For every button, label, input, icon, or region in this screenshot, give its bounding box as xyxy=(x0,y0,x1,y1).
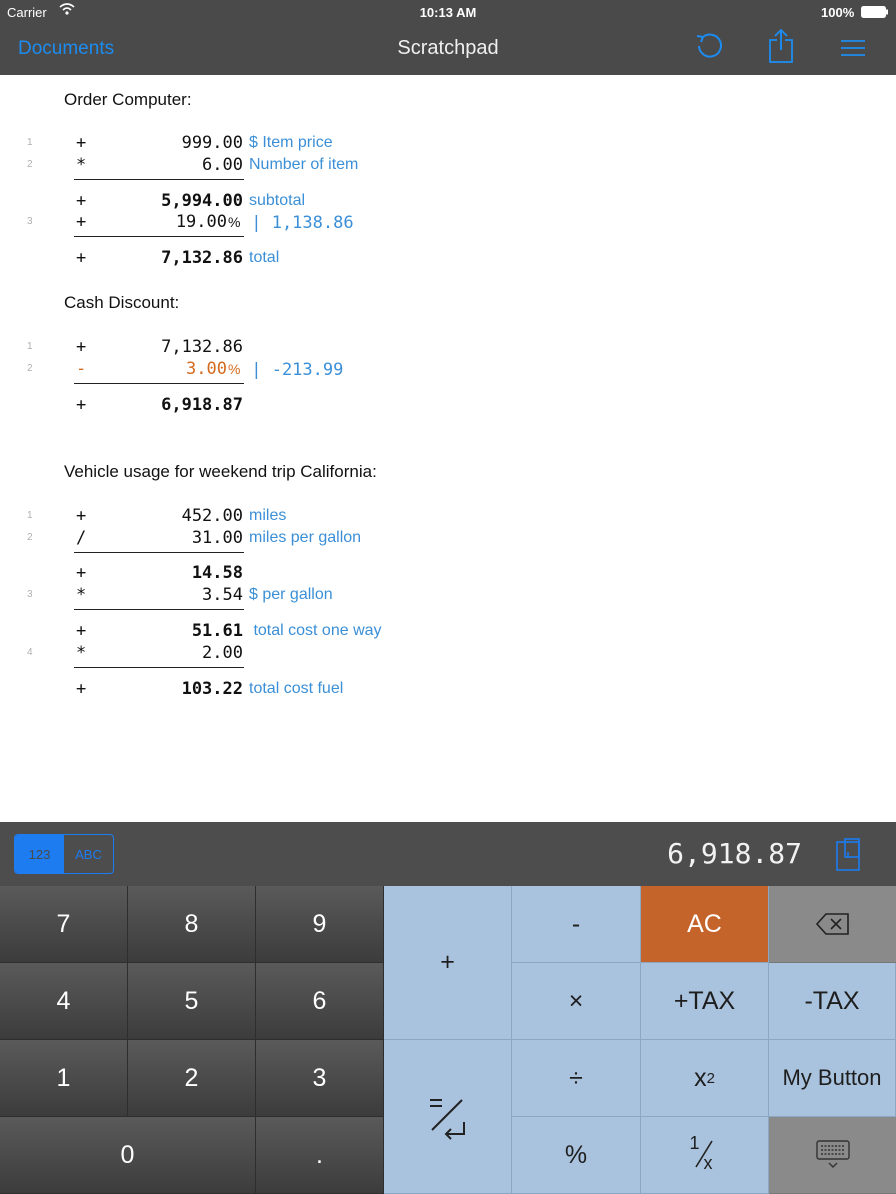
row-value: 51.61 xyxy=(191,621,243,641)
square-label: x xyxy=(694,1063,707,1092)
line-number: 1 xyxy=(27,510,33,521)
operator: - xyxy=(76,359,87,379)
operator: + xyxy=(76,679,87,699)
key-minus-tax[interactable]: -TAX xyxy=(769,963,896,1040)
key-square[interactable] xyxy=(641,1040,769,1117)
sum-divider xyxy=(74,236,244,237)
row-note: total cost fuel xyxy=(249,680,344,697)
reciprocal-icon xyxy=(689,1133,720,1173)
row-value: 19.00 xyxy=(175,212,227,232)
reciprocal-numerator: 1 xyxy=(689,1133,700,1153)
row-note: miles per gallon xyxy=(249,529,362,546)
row-value: 6.00 xyxy=(202,155,243,175)
row-note: total xyxy=(249,249,280,266)
calc-row[interactable] xyxy=(0,359,896,381)
operator: + xyxy=(76,191,87,211)
key-4[interactable]: 4 xyxy=(0,963,128,1040)
key-plus[interactable]: + xyxy=(384,886,512,1040)
battery-icon xyxy=(861,6,889,21)
key-3[interactable]: 3 xyxy=(256,1040,384,1117)
carrier-label: Carrier xyxy=(7,5,47,20)
backspace-icon xyxy=(816,912,850,936)
share-icon[interactable] xyxy=(766,28,796,69)
key-reciprocal[interactable] xyxy=(641,1117,769,1194)
section-title-order: Order Computer: xyxy=(64,90,192,109)
row-value: 31.00 xyxy=(191,528,243,548)
calc-row[interactable] xyxy=(0,337,896,359)
percent-sign: % xyxy=(228,214,241,230)
sum-divider xyxy=(74,383,244,384)
sum-divider xyxy=(74,667,244,668)
sum-divider xyxy=(74,179,244,180)
line-number: 3 xyxy=(27,216,33,227)
key-5[interactable]: 5 xyxy=(128,963,256,1040)
row-value: 103.22 xyxy=(181,679,243,699)
reciprocal-denominator: x xyxy=(703,1153,713,1173)
operator: + xyxy=(76,133,87,153)
key-7[interactable]: 7 xyxy=(0,886,128,963)
calc-row[interactable] xyxy=(0,506,896,528)
copy-result-icon[interactable] xyxy=(836,838,860,877)
equals-enter-icon xyxy=(426,1090,470,1144)
key-decimal[interactable]: . xyxy=(256,1117,384,1194)
calc-row[interactable] xyxy=(0,395,896,417)
operator: * xyxy=(76,643,87,663)
sum-divider xyxy=(74,552,244,553)
operator: + xyxy=(76,563,87,583)
operator: / xyxy=(76,528,87,548)
calc-row[interactable] xyxy=(0,563,896,585)
row-value: 5,994.00 xyxy=(161,191,243,211)
row-value: 14.58 xyxy=(191,563,243,583)
input-mode-toggle[interactable] xyxy=(14,834,114,874)
key-backspace[interactable] xyxy=(769,886,896,963)
row-note: miles xyxy=(249,507,287,524)
row-value: 2.00 xyxy=(202,643,243,663)
calculator-keypad xyxy=(0,886,896,1194)
operator: + xyxy=(76,506,87,526)
key-0[interactable]: 0 xyxy=(0,1117,256,1194)
section-title-cash: Cash Discount: xyxy=(64,293,180,312)
row-note: | -213.99 xyxy=(241,360,344,380)
sum-divider xyxy=(74,609,244,610)
calc-row[interactable] xyxy=(0,528,896,550)
calc-row[interactable] xyxy=(0,248,896,270)
row-value: 3.00 xyxy=(186,359,227,379)
line-number: 2 xyxy=(27,159,33,170)
battery-label: 100% xyxy=(821,5,855,20)
line-number: 2 xyxy=(27,532,33,543)
operator: * xyxy=(76,585,87,605)
calc-row[interactable] xyxy=(0,133,896,155)
mode-123-button[interactable]: 123 xyxy=(15,835,64,873)
menu-icon[interactable] xyxy=(840,39,866,62)
row-note: total cost one way xyxy=(249,622,382,639)
key-6[interactable]: 6 xyxy=(256,963,384,1040)
row-note: | 1,138.86 xyxy=(241,213,354,233)
row-note: Number of item xyxy=(249,156,359,173)
key-hide-keyboard[interactable] xyxy=(769,1117,896,1194)
calc-row[interactable] xyxy=(0,585,896,607)
section-title-vehicle: Vehicle usage for weekend trip California: xyxy=(64,462,377,481)
percent-sign: % xyxy=(228,361,241,377)
operator: + xyxy=(76,395,87,415)
key-minus[interactable]: - xyxy=(512,886,641,963)
key-percent[interactable]: % xyxy=(512,1117,641,1194)
key-multiply[interactable]: × xyxy=(512,963,641,1040)
key-8[interactable]: 8 xyxy=(128,886,256,963)
documents-button[interactable]: Documents xyxy=(18,38,115,59)
row-value: 3.54 xyxy=(202,585,243,605)
calc-row[interactable] xyxy=(0,212,896,234)
navigation-bar xyxy=(0,0,896,75)
operator: + xyxy=(76,212,87,232)
operator: + xyxy=(76,621,87,641)
calc-row[interactable] xyxy=(0,155,896,177)
operator: * xyxy=(76,155,87,175)
calc-row[interactable] xyxy=(0,621,896,643)
calc-row[interactable] xyxy=(0,191,896,213)
key-2[interactable]: 2 xyxy=(128,1040,256,1117)
key-plus-tax[interactable]: +TAX xyxy=(641,963,769,1040)
line-number: 3 xyxy=(27,589,33,600)
row-note: subtotal xyxy=(249,192,306,209)
operator: + xyxy=(76,248,87,268)
result-display: 6,918.87 xyxy=(667,837,802,870)
key-1[interactable]: 1 xyxy=(0,1040,128,1117)
row-value: 7,132.86 xyxy=(161,248,243,268)
key-divide[interactable]: ÷ xyxy=(512,1040,641,1117)
operator: + xyxy=(76,337,87,357)
clock-label: 10:13 AM xyxy=(419,5,477,20)
key-equals-enter[interactable] xyxy=(384,1040,512,1194)
line-number: 1 xyxy=(27,137,33,148)
key-9[interactable]: 9 xyxy=(256,886,384,963)
page-title: Scratchpad xyxy=(397,37,499,59)
keyboard-hide-icon xyxy=(816,1140,850,1170)
key-my-button[interactable]: My Button xyxy=(769,1040,896,1117)
key-all-clear[interactable]: AC xyxy=(641,886,769,963)
row-value: 6,918.87 xyxy=(161,395,243,415)
row-value: 452.00 xyxy=(181,506,243,526)
scratchpad-document[interactable] xyxy=(0,75,896,822)
line-number: 2 xyxy=(27,363,33,374)
line-number: 4 xyxy=(27,647,33,658)
row-value: 999.00 xyxy=(181,133,243,153)
square-superscript: 2 xyxy=(706,1069,715,1087)
line-number: 1 xyxy=(27,341,33,352)
mode-abc-button[interactable]: ABC xyxy=(75,846,102,862)
calc-row[interactable] xyxy=(0,643,896,665)
calc-row[interactable] xyxy=(0,679,896,701)
row-note: $ Item price xyxy=(249,134,333,151)
row-note: $ per gallon xyxy=(249,586,333,603)
undo-icon[interactable] xyxy=(693,30,725,67)
row-value: 7,132.86 xyxy=(161,337,243,357)
calculator-display-bar xyxy=(0,822,896,886)
